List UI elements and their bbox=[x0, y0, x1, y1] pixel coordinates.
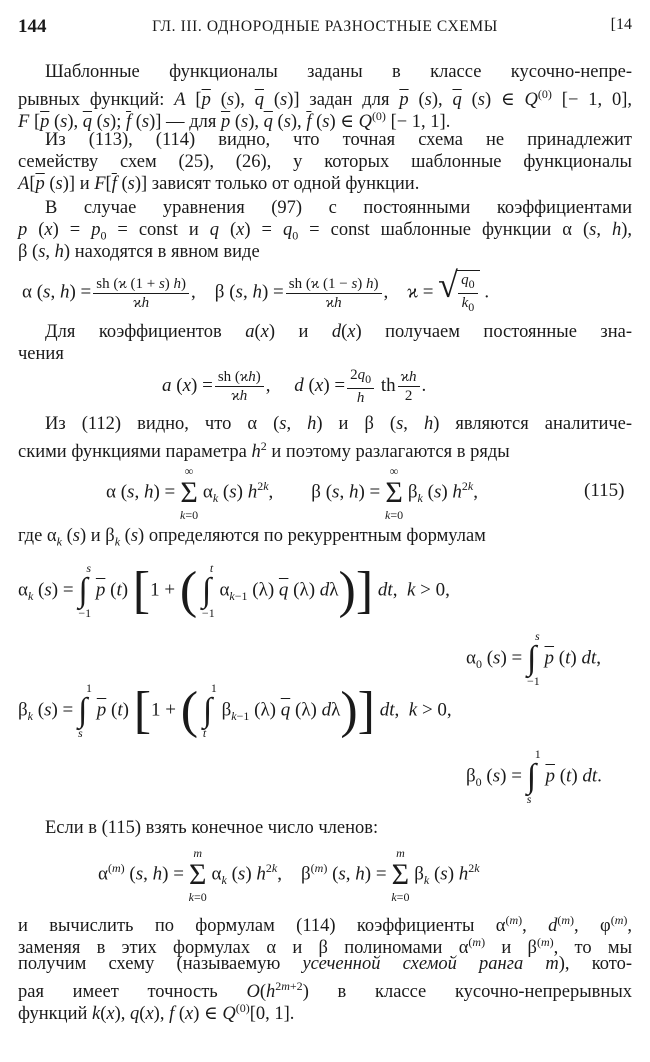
paragraph-constant-coeffs-line2: p $(x) = p_0$ = const и q $(x) = q_0$ = const шаблонные функции α (s, h), bbox=[18, 220, 633, 243]
equation-number: (115) bbox=[584, 480, 625, 501]
running-title: ГЛ. III. ОДНОРОДНЫЕ РАЗНОСТНЫЕ СХЕМЫ bbox=[152, 18, 498, 35]
paragraph-constant-coeffs: В случае уравнения (97) с постоянными коэффициентами bbox=[45, 198, 632, 218]
paragraph-truncated-scheme-line2: заменяя в этих формулах α и β полиномами $\alpha^{(m)}$ и $\beta^{(m)}$, то мы bbox=[18, 935, 633, 959]
page-header bbox=[18, 16, 632, 42]
paragraph-exact-scheme: Из (113), (114) видно, что точная схема не принадлежит bbox=[45, 130, 632, 150]
equation-alpha-0: $\alpha_0$ (s) = s ∫ −1 $\overline{p}$ (t) dt, bbox=[466, 629, 601, 688]
paragraph-templates: Шаблонные функционалы заданы в классе кусочно-непре- bbox=[45, 62, 632, 82]
paragraph-truncated-scheme-line3: получим схему (называемую усеченной схемой ранга m), кото- bbox=[18, 954, 633, 974]
paragraph-a-d-line2: чения bbox=[18, 344, 64, 364]
page-number: 144 bbox=[18, 16, 47, 37]
paragraph-analytic: Из (112) видно, что α (s, h) и β (s, h) являются аналитиче- bbox=[45, 414, 633, 434]
paragraph-constant-coeffs-line3: β (s, h) находятся в явном виде bbox=[18, 242, 260, 262]
paragraph-templates-line3: F [$\overline{p}$ (s), $\overline{q}$ (s); $\overline{f}$ (s)] — для $\overline{p}$ (s), $\overline{q}$ (s), $\overline{f}$ (s) ∈ $Q^{(0)}$ [− 1, 1]. bbox=[18, 109, 451, 133]
paragraph-templates-line2: рывных функций: A [$\overline{p}$ (s), $\overline{q}$ (s)] задан для $\overline{p}$ (s), $\overline{q}$ (s) ∈ $Q^{(0)}$ [− 1, 0], bbox=[18, 87, 633, 111]
equation-alpha-beta: α (s, h) = $\frac{sh (ϰ (1 + s) h)}{ϰh}$ , β (s, h) = $\frac{sh (ϰ (1 - s) h)}{ϰh}$ , ϰ = √ $\frac{q_0}{k_0}$ . bbox=[22, 265, 490, 314]
paragraph-truncated-scheme: и вычислить по формулам (114) коэффициенты $\alpha^{(m)}$, $d^{(m)}$, $\varphi^{(m)}$, bbox=[18, 913, 632, 937]
equation-truncated: $\alpha^{(m)}$ (s, h) = m Σ k=0 $\alpha_k$ (s) $h^{2k}$, $\beta^{(m)}$ (s, h) = m Σ k=0 $\beta_k$ (s) $h^{2k}$ bbox=[98, 846, 480, 904]
paragraph-a-d: Для коэффициентов a(x) и d(x) получаем постоянные зна- bbox=[45, 322, 633, 342]
paragraph-recurrent: где $\alpha_k$ (s) и $\beta_k$ (s) определяются по рекуррентным формулам bbox=[18, 526, 486, 549]
paragraph-exact-scheme-line2: семейству схем (25), (26), у которых шаблонные функционалы bbox=[18, 152, 632, 172]
equation-alpha-k: $\alpha_k$ (s) = s ∫ −1 $\overline{p}$ (t) [1 + ( t ∫ −1 $\alpha_{k-1}$ (λ) $\overline{q}$ (λ) dλ)] dt, k > 0, bbox=[18, 561, 450, 620]
section-number: [14 bbox=[610, 16, 632, 33]
paragraph-analytic-line2: скими функциями параметра $h^2$ и поэтому разлагаются в ряды bbox=[18, 439, 510, 463]
equation-a-d-values: a (x) = $\frac{sh (ϰh)}{ϰh}$ , d (x) = $\frac{2q_0}{h}$ th $\frac{ϰh}{2}$ . bbox=[162, 367, 427, 406]
equation-beta-0: $\beta_0$ (s) = 1 ∫ s $\overline{p}$ (t) dt. bbox=[466, 747, 602, 806]
paragraph-exact-scheme-line3: $A[\overline{p}$ (s)] и $F[\overline{f}$ (s)] зависят только от одной функции. bbox=[18, 174, 420, 194]
equation-beta-k: $\beta_k$ (s) = 1 ∫ s $\overline{p}$ (t) [1 + ( 1 ∫ t $\beta_{k-1}$ (λ) $\overline{q}$ (λ) dλ)] dt, k > 0, bbox=[18, 681, 452, 740]
paragraph-truncated-scheme-line5: функций k(x), q(x), f (x) ∈ $Q^{(0)}[0$, 1]. bbox=[18, 1001, 295, 1025]
paragraph-truncated-scheme-line4: рая имеет точность $O(h^{2m+2})$ в классе кусочно-непрерывных bbox=[18, 979, 632, 1003]
paragraph-finite-terms: Если в (115) взять конечное число членов: bbox=[45, 818, 379, 838]
equation-115: α (s, h) = ∞ Σ k=0 $\alpha_k$ (s) $h^{2k}$, β (s, h) = ∞ Σ k=0 $\beta_k$ (s) $h^{2k}$, (115) bbox=[106, 464, 625, 522]
